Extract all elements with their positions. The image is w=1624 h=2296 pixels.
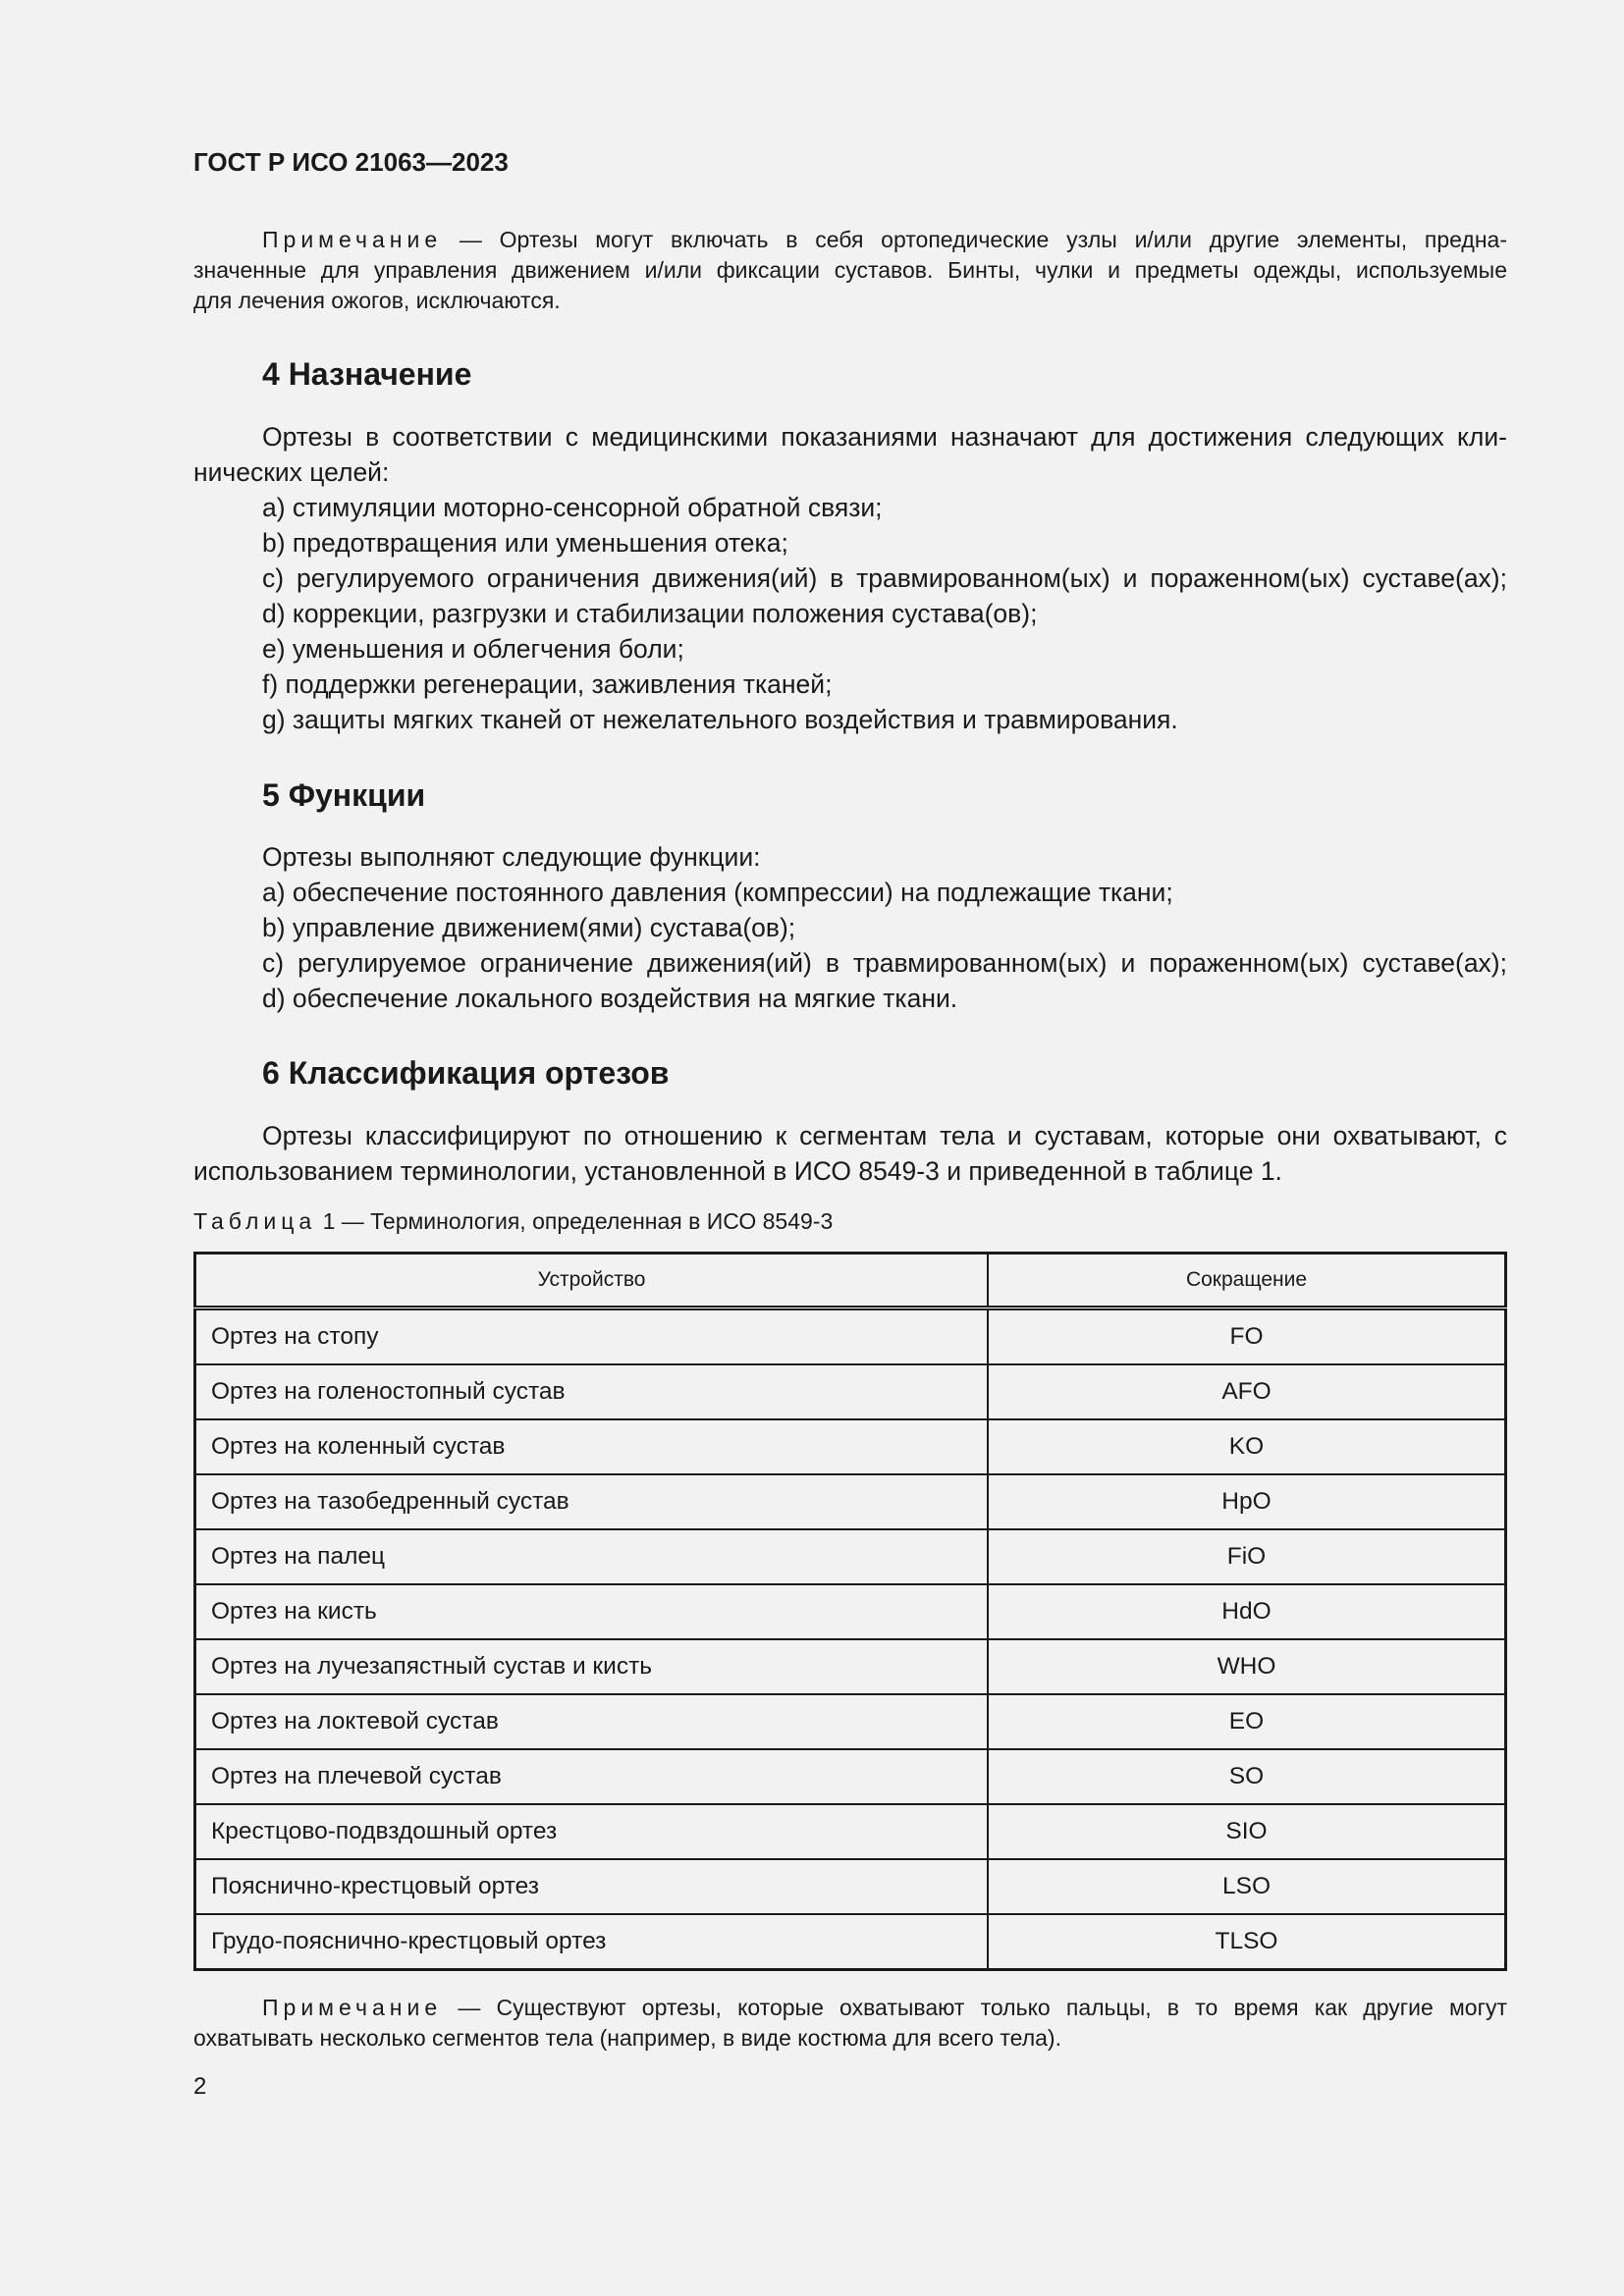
abbreviation-cell: AFO (988, 1364, 1506, 1419)
table-row (195, 1639, 1506, 1694)
list-item: g) защиты мягких тканей от нежелательного воздействия и травмирования. (262, 705, 1178, 734)
list-item: a) обеспечение постоянного давления (компрессии) на подлежащие ткани; (262, 878, 1173, 907)
list-item: c) регулируемого ограничения движения(ий) в травмированном(ых) и пораженном(ых) суставе(ах); (262, 563, 1507, 593)
table-header-row (195, 1254, 1506, 1308)
table-caption (193, 1208, 1507, 1235)
paragraph-line: использованием терминологии, установленной в ИСО 8549-3 и приведенной в таблице 1. (193, 1156, 1282, 1186)
device-cell: Ортез на локтевой сустав (195, 1694, 989, 1749)
table-row (195, 1804, 1506, 1859)
table-row (195, 1308, 1506, 1365)
abbreviation-cell: LSO (988, 1859, 1506, 1914)
column-header: Сокращение (988, 1254, 1506, 1308)
list-item: d) коррекции, разгрузки и стабилизации положения сустава(ов); (262, 599, 1038, 628)
list-item: b) предотвращения или уменьшения отека; (262, 528, 788, 558)
note-1-line: значенные для управления движением и/или фиксации суставов. Бинты, чулки и предметы одежды, используемые (193, 257, 1507, 283)
abbreviation-cell: TLSO (988, 1914, 1506, 1970)
document-header: ГОСТ Р ИСО 21063—2023 (193, 147, 509, 177)
table-caption-text: 1 — Терминология, определенная в ИСО 8549-3 (322, 1208, 834, 1234)
device-cell: Ортез на лучезапястный сустав и кисть (195, 1639, 989, 1694)
note-1-line: Примечание — Ортезы могут включать в себя ортопедические узлы и/или другие элементы, предна- (262, 227, 1507, 252)
list-item: b) управление движением(ями) сустава(ов); (262, 913, 796, 942)
table-row (195, 1419, 1506, 1474)
table-row (195, 1529, 1506, 1584)
list-item: a) стимуляции моторно-сенсорной обратной связи; (262, 493, 883, 522)
device-cell: Ортез на плечевой сустав (195, 1749, 989, 1804)
note-1-line: для лечения ожогов, исключаются. (193, 288, 561, 313)
abbreviation-cell: FiO (988, 1529, 1506, 1584)
device-cell: Грудо-пояснично-крестцовый ортез (195, 1914, 989, 1970)
abbreviation-cell: SIO (988, 1804, 1506, 1859)
table-row (195, 1474, 1506, 1529)
device-cell: Ортез на кисть (195, 1584, 989, 1639)
paragraph-line: Ортезы в соответствии с медицинскими показаниями назначают для достижения следующих кли- (262, 422, 1507, 452)
abbreviation-cell: SO (988, 1749, 1506, 1804)
list-item: c) регулируемое ограничение движения(ий) в травмированном(ых) и пораженном(ых) суставе(ах); (262, 948, 1507, 978)
table-row (195, 1584, 1506, 1639)
paragraph-line: нических целей: (193, 457, 390, 487)
list-item: d) обеспечение локального воздействия на мягкие ткани. (262, 984, 958, 1013)
device-cell: Ортез на палец (195, 1529, 989, 1584)
section-5-title: 5 Функции (262, 777, 426, 813)
paragraph-line: Ортезы выполняют следующие функции: (262, 842, 761, 872)
device-cell: Ортез на тазобедренный сустав (195, 1474, 989, 1529)
abbreviation-cell: HdO (988, 1584, 1506, 1639)
page-number: 2 (193, 2073, 207, 2100)
device-cell: Пояснично-крестцовый ортез (195, 1859, 989, 1914)
section-4-body (193, 419, 1507, 737)
section-6-title: 6 Классификация ортезов (262, 1055, 670, 1091)
abbreviation-cell: HpO (988, 1474, 1506, 1529)
table-row (195, 1859, 1506, 1914)
table-caption-label: Таблица (193, 1208, 317, 1234)
note-2-line: охватывать несколько сегментов тела (например, в виде костюма для всего тела). (193, 2025, 1061, 2051)
note-1 (193, 225, 1507, 316)
table-row (195, 1694, 1506, 1749)
list-item: f) поддержки регенерации, заживления тканей; (262, 669, 833, 699)
note-label: Примечание (262, 227, 443, 252)
device-cell: Крестцово-подвздошный ортез (195, 1804, 989, 1859)
abbreviation-cell: WHO (988, 1639, 1506, 1694)
abbreviation-cell: EO (988, 1694, 1506, 1749)
device-cell: Ортез на голеностопный сустав (195, 1364, 989, 1419)
device-cell: Ортез на стопу (195, 1308, 989, 1365)
note-label: Примечание (262, 1995, 443, 2020)
abbreviation-cell: FO (988, 1308, 1506, 1365)
section-5-body (193, 839, 1507, 1016)
table-row (195, 1914, 1506, 1970)
abbreviation-cell: KO (988, 1419, 1506, 1474)
list-item: e) уменьшения и облегчения боли; (262, 634, 684, 664)
section-6-body (193, 1118, 1507, 1189)
column-header: Устройство (195, 1254, 989, 1308)
device-cell: Ортез на коленный сустав (195, 1419, 989, 1474)
terminology-table (193, 1252, 1507, 1971)
table-row (195, 1364, 1506, 1419)
section-4-title: 4 Назначение (262, 356, 472, 392)
note-2: Примечание — Существуют ортезы, которые охватывают только пальцы, в то время как другие могут охватывать несколько сегментов тела (например, в виде костюма для всего тела). (193, 1993, 1507, 2054)
table-row (195, 1749, 1506, 1804)
paragraph-line: Ортезы классифицируют по отношению к сегментам тела и суставам, которые они охватывают, с (262, 1121, 1507, 1150)
